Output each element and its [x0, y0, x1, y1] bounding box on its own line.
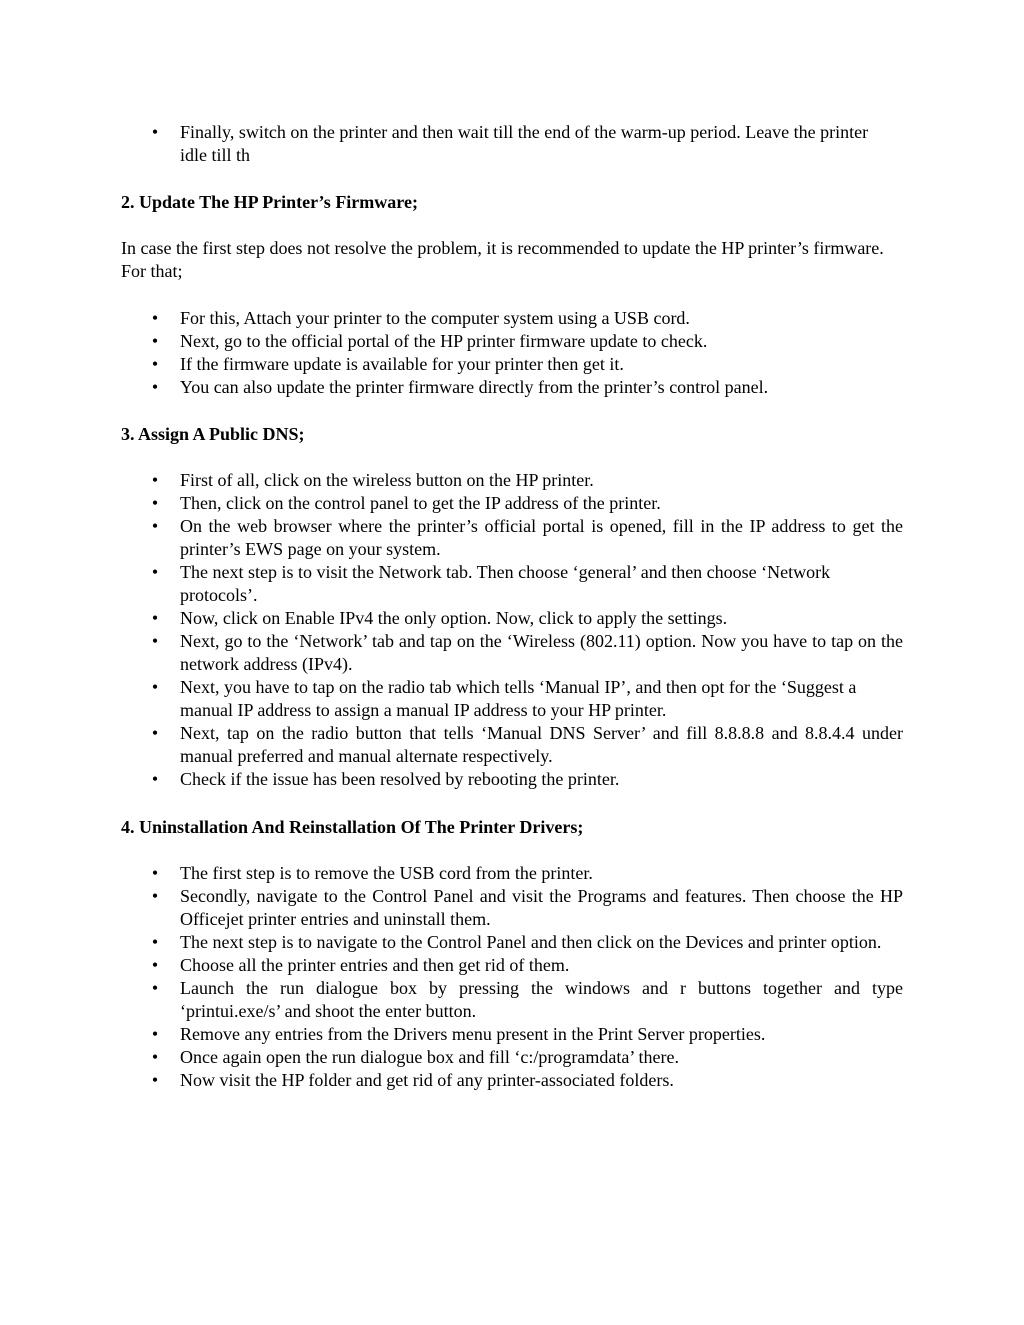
list-item [0, 768, 903, 791]
list-item-text: Check if the issue has been resolved by rebooting the printer. [180, 769, 620, 789]
list-item-text: Launch the run dialogue box by pressing the windows and r buttons together and type ‘printui.exe/s’ and shoot the enter button. [180, 978, 903, 1021]
bullet: • [151, 470, 159, 490]
list-item [0, 469, 903, 492]
bullet: • [151, 677, 159, 697]
list-item [0, 954, 903, 977]
list-item-text: Once again open the run dialogue box and fill ‘c:/programdata’ there. [180, 1047, 679, 1067]
list-item-text: Finally, switch on the printer and then wait till the end of the warm-up period. Leave the printer idle till th [180, 122, 869, 165]
list-item [0, 722, 903, 768]
bullet: • [151, 308, 159, 328]
list-item [0, 376, 903, 399]
bullet: • [151, 562, 159, 582]
list-item-text: Next, you have to tap on the radio tab which tells ‘Manual IP’, and then opt for the ‘Suggest a manual IP address to assign a manual IP address to your HP printer. [180, 677, 857, 720]
bullet: • [151, 955, 159, 975]
bullet: • [151, 516, 159, 536]
list-item [0, 862, 903, 885]
bullet: • [151, 354, 159, 374]
list-item [0, 885, 903, 931]
list-item-text: For this, Attach your printer to the computer system using a USB cord. [180, 308, 690, 328]
list-item [0, 330, 903, 353]
list-item-text: Next, go to the official portal of the HP printer firmware update to check. [180, 331, 708, 351]
list-item-text: If the firmware update is available for your printer then get it. [180, 354, 624, 374]
bullet: • [151, 932, 159, 952]
list-item [0, 1023, 903, 1046]
section-3-heading: 3. Assign A Public DNS; [121, 424, 305, 444]
list-item [0, 630, 903, 676]
list-item-text: Choose all the printer entries and then get rid of them. [180, 955, 570, 975]
bullet: • [151, 608, 159, 628]
list-item-text: On the web browser where the printer’s official portal is opened, fill in the IP address to get the printer’s EWS page on your system. [180, 516, 903, 559]
bullet: • [151, 331, 159, 351]
bullet: • [151, 493, 159, 513]
list-item [0, 1046, 903, 1069]
bullet: • [151, 769, 159, 789]
list-item [0, 1069, 903, 1092]
bullet: • [151, 978, 159, 998]
list-item [0, 492, 903, 515]
list-item-text: Remove any entries from the Drivers menu present in the Print Server properties. [180, 1024, 766, 1044]
list-item-text: The next step is to visit the Network tab. Then choose ‘general’ and then choose ‘Network protocols’. [180, 562, 831, 605]
list-item-text: First of all, click on the wireless button on the HP printer. [180, 470, 594, 490]
list-item-text: Now visit the HP folder and get rid of any printer-associated folders. [180, 1070, 674, 1090]
bullet: • [151, 631, 159, 651]
list-item [0, 931, 903, 954]
section-2-list [0, 307, 903, 399]
list-item [0, 561, 845, 607]
list-item [0, 676, 870, 722]
bullet: • [151, 863, 159, 883]
list-item [0, 607, 903, 630]
list-item-text: Then, click on the control panel to get the IP address of the printer. [180, 493, 661, 513]
list-item-text: The first step is to remove the USB cord from the printer. [180, 863, 593, 883]
bullet: • [151, 1070, 159, 1090]
list-item-text: Secondly, navigate to the Control Panel and visit the Programs and features. Then choose the HP Officejet printer entries and uninstall them. [180, 886, 903, 929]
list-item [0, 977, 903, 1023]
section-4-heading: 4. Uninstallation And Reinstallation Of The Printer Drivers; [121, 817, 584, 837]
section-4-list [0, 862, 903, 1092]
bullet: • [151, 377, 159, 397]
intro-list [0, 121, 891, 167]
list-item [0, 515, 903, 561]
bullet: • [151, 886, 159, 906]
list-item-text: Now, click on Enable IPv4 the only option. Now, click to apply the settings. [180, 608, 728, 628]
list-item [0, 307, 903, 330]
section-3-list [0, 469, 903, 791]
list-item-text: The next step is to navigate to the Control Panel and then click on the Devices and printer option. [180, 932, 882, 952]
list-item [0, 121, 891, 167]
list-item-text: You can also update the printer firmware directly from the printer’s control panel. [180, 377, 769, 397]
section-2-heading: 2. Update The HP Printer’s Firmware; [121, 192, 418, 212]
list-item-text: Next, go to the ‘Network’ tab and tap on the ‘Wireless (802.11) option. Now you have to tap on the network address (IPv4). [180, 631, 903, 674]
bullet: • [151, 1024, 159, 1044]
section-2-paragraph: In case the first step does not resolve the problem, it is recommended to update the HP printer’s firmware. For that; [121, 238, 884, 281]
bullet: • [151, 1047, 159, 1067]
list-item-text: Next, tap on the radio button that tells ‘Manual DNS Server’ and fill 8.8.8.8 and 8.8.4.4 under manual preferred and manual alternate respectively. [180, 723, 903, 766]
list-item [0, 353, 903, 376]
bullet: • [151, 122, 159, 142]
bullet: • [151, 723, 159, 743]
